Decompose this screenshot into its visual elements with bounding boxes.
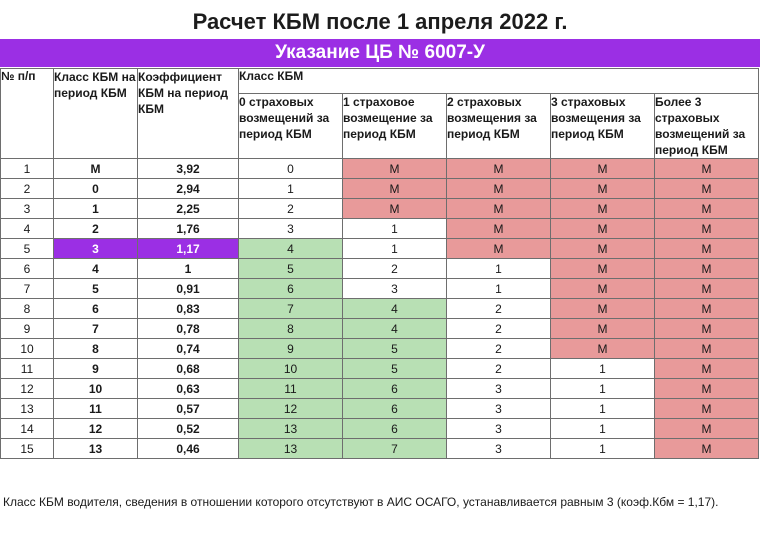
- table-row: [1, 199, 759, 219]
- class-after-1-claim: 4: [343, 299, 447, 319]
- class-after-more-3-claims: М: [655, 439, 759, 459]
- class-after-3-claims: М: [551, 199, 655, 219]
- kbm-coefficient: 0,57: [138, 399, 239, 419]
- kbm-coefficient: 0,63: [138, 379, 239, 399]
- header-kbm-coefficient: Коэффициент КБМ на период КБМ: [138, 69, 239, 159]
- class-after-more-3-claims: М: [655, 419, 759, 439]
- kbm-coefficient: 2,25: [138, 199, 239, 219]
- class-after-3-claims: 1: [551, 359, 655, 379]
- class-after-2-claims: М: [447, 159, 551, 179]
- kbm-table: [0, 68, 759, 459]
- class-after-1-claim: М: [343, 199, 447, 219]
- class-after-2-claims: 1: [447, 279, 551, 299]
- kbm-coefficient: 0,46: [138, 439, 239, 459]
- kbm-class: 13: [54, 439, 138, 459]
- class-after-more-3-claims: М: [655, 259, 759, 279]
- kbm-class: 1: [54, 199, 138, 219]
- kbm-class: 6: [54, 299, 138, 319]
- class-after-2-claims: 2: [447, 339, 551, 359]
- kbm-coefficient: 1,76: [138, 219, 239, 239]
- class-after-1-claim: 3: [343, 279, 447, 299]
- row-number: 2: [1, 179, 54, 199]
- class-after-3-claims: М: [551, 319, 655, 339]
- class-after-0-claims: 7: [239, 299, 343, 319]
- class-after-1-claim: 7: [343, 439, 447, 459]
- class-after-more-3-claims: М: [655, 239, 759, 259]
- header-claims-0: 0 страховых возмещений за период КБМ: [239, 94, 343, 159]
- row-number: 13: [1, 399, 54, 419]
- kbm-class: 11: [54, 399, 138, 419]
- class-after-1-claim: 5: [343, 339, 447, 359]
- class-after-1-claim: 4: [343, 319, 447, 339]
- class-after-2-claims: 3: [447, 379, 551, 399]
- class-after-0-claims: 13: [239, 419, 343, 439]
- class-after-0-claims: 8: [239, 319, 343, 339]
- class-after-3-claims: М: [551, 219, 655, 239]
- class-after-3-claims: М: [551, 159, 655, 179]
- header-number: № п/п: [1, 69, 54, 159]
- kbm-coefficient: 0,83: [138, 299, 239, 319]
- table-row: [1, 159, 759, 179]
- class-after-1-claim: М: [343, 159, 447, 179]
- class-after-2-claims: 2: [447, 319, 551, 339]
- class-after-2-claims: 2: [447, 359, 551, 379]
- class-after-1-claim: 6: [343, 399, 447, 419]
- class-after-0-claims: 12: [239, 399, 343, 419]
- class-after-1-claim: 5: [343, 359, 447, 379]
- class-after-more-3-claims: М: [655, 299, 759, 319]
- kbm-class: 10: [54, 379, 138, 399]
- class-after-3-claims: 1: [551, 379, 655, 399]
- class-after-2-claims: 3: [447, 399, 551, 419]
- class-after-more-3-claims: М: [655, 319, 759, 339]
- class-after-0-claims: 11: [239, 379, 343, 399]
- class-after-3-claims: 1: [551, 419, 655, 439]
- class-after-0-claims: 5: [239, 259, 343, 279]
- kbm-class: 12: [54, 419, 138, 439]
- row-number: 9: [1, 319, 54, 339]
- class-after-3-claims: 1: [551, 399, 655, 419]
- class-after-more-3-claims: М: [655, 379, 759, 399]
- table-row: [1, 299, 759, 319]
- row-number: 4: [1, 219, 54, 239]
- class-after-0-claims: 0: [239, 159, 343, 179]
- class-after-more-3-claims: М: [655, 339, 759, 359]
- class-after-more-3-claims: М: [655, 199, 759, 219]
- row-number: 7: [1, 279, 54, 299]
- class-after-more-3-claims: М: [655, 399, 759, 419]
- header-claims-2: 2 страховых возмещения за период КБМ: [447, 94, 551, 159]
- row-number: 1: [1, 159, 54, 179]
- table-row: [1, 239, 759, 259]
- class-after-3-claims: М: [551, 259, 655, 279]
- class-after-3-claims: М: [551, 299, 655, 319]
- kbm-coefficient: 0,74: [138, 339, 239, 359]
- table-row: [1, 399, 759, 419]
- table-row: [1, 179, 759, 199]
- class-after-2-claims: 3: [447, 439, 551, 459]
- table-row: [1, 359, 759, 379]
- kbm-class: 7: [54, 319, 138, 339]
- class-after-more-3-claims: М: [655, 159, 759, 179]
- table-body: [1, 159, 759, 459]
- class-after-2-claims: М: [447, 199, 551, 219]
- decree-banner: Указание ЦБ № 6007-У: [0, 39, 760, 67]
- class-after-more-3-claims: М: [655, 179, 759, 199]
- kbm-class: 4: [54, 259, 138, 279]
- class-after-2-claims: 3: [447, 419, 551, 439]
- row-number: 10: [1, 339, 54, 359]
- kbm-class: 2: [54, 219, 138, 239]
- kbm-coefficient: 0,52: [138, 419, 239, 439]
- class-after-0-claims: 2: [239, 199, 343, 219]
- row-number: 11: [1, 359, 54, 379]
- table-row: [1, 339, 759, 359]
- kbm-class: 8: [54, 339, 138, 359]
- row-number: 8: [1, 299, 54, 319]
- class-after-more-3-claims: М: [655, 219, 759, 239]
- table-row: [1, 279, 759, 299]
- header-claims-1: 1 страховое возмещение за период КБМ: [343, 94, 447, 159]
- kbm-class: 5: [54, 279, 138, 299]
- kbm-coefficient: 0,78: [138, 319, 239, 339]
- class-after-0-claims: 3: [239, 219, 343, 239]
- class-after-more-3-claims: М: [655, 359, 759, 379]
- kbm-coefficient: 1,17: [138, 239, 239, 259]
- class-after-1-claim: М: [343, 179, 447, 199]
- class-after-3-claims: М: [551, 279, 655, 299]
- kbm-coefficient: 3,92: [138, 159, 239, 179]
- class-after-0-claims: 10: [239, 359, 343, 379]
- kbm-coefficient: 0,68: [138, 359, 239, 379]
- class-after-3-claims: М: [551, 239, 655, 259]
- header-claims-more-3: Более 3 страховых возмещений за период КБМ: [655, 94, 759, 159]
- kbm-coefficient: 1: [138, 259, 239, 279]
- class-after-2-claims: М: [447, 219, 551, 239]
- class-after-1-claim: 2: [343, 259, 447, 279]
- class-after-2-claims: 1: [447, 259, 551, 279]
- class-after-0-claims: 1: [239, 179, 343, 199]
- header-claims-3: 3 страховых возмещения за период КБМ: [551, 94, 655, 159]
- class-after-2-claims: М: [447, 179, 551, 199]
- class-after-2-claims: М: [447, 239, 551, 259]
- class-after-0-claims: 9: [239, 339, 343, 359]
- table-row: [1, 379, 759, 399]
- row-number: 5: [1, 239, 54, 259]
- row-number: 15: [1, 439, 54, 459]
- class-after-1-claim: 6: [343, 419, 447, 439]
- row-number: 12: [1, 379, 54, 399]
- header-kbm-class-group: Класс КБМ: [239, 69, 759, 94]
- page-title: Расчет КБМ после 1 апреля 2022 г.: [192, 9, 568, 34]
- row-number: 6: [1, 259, 54, 279]
- table-row: [1, 419, 759, 439]
- kbm-class: М: [54, 159, 138, 179]
- class-after-0-claims: 6: [239, 279, 343, 299]
- table-row: [1, 259, 759, 279]
- class-after-3-claims: М: [551, 339, 655, 359]
- table-row: [1, 319, 759, 339]
- class-after-2-claims: 2: [447, 299, 551, 319]
- header-kbm-class: Класс КБМ на период КБМ: [54, 69, 138, 159]
- class-after-3-claims: 1: [551, 439, 655, 459]
- class-after-3-claims: М: [551, 179, 655, 199]
- class-after-more-3-claims: М: [655, 279, 759, 299]
- class-after-1-claim: 1: [343, 219, 447, 239]
- class-after-1-claim: 1: [343, 239, 447, 259]
- kbm-class: 3: [54, 239, 138, 259]
- kbm-coefficient: 2,94: [138, 179, 239, 199]
- footnote: Класс КБМ водителя, сведения в отношении которого отсутствуют в АИС ОСАГО, устанавливается равным 3 (коэф.Кбм = 1,17).: [3, 495, 719, 509]
- class-after-1-claim: 6: [343, 379, 447, 399]
- kbm-class: 0: [54, 179, 138, 199]
- table-row: [1, 439, 759, 459]
- class-after-0-claims: 4: [239, 239, 343, 259]
- row-number: 14: [1, 419, 54, 439]
- kbm-class: 9: [54, 359, 138, 379]
- row-number: 3: [1, 199, 54, 219]
- class-after-0-claims: 13: [239, 439, 343, 459]
- table-row: [1, 219, 759, 239]
- kbm-coefficient: 0,91: [138, 279, 239, 299]
